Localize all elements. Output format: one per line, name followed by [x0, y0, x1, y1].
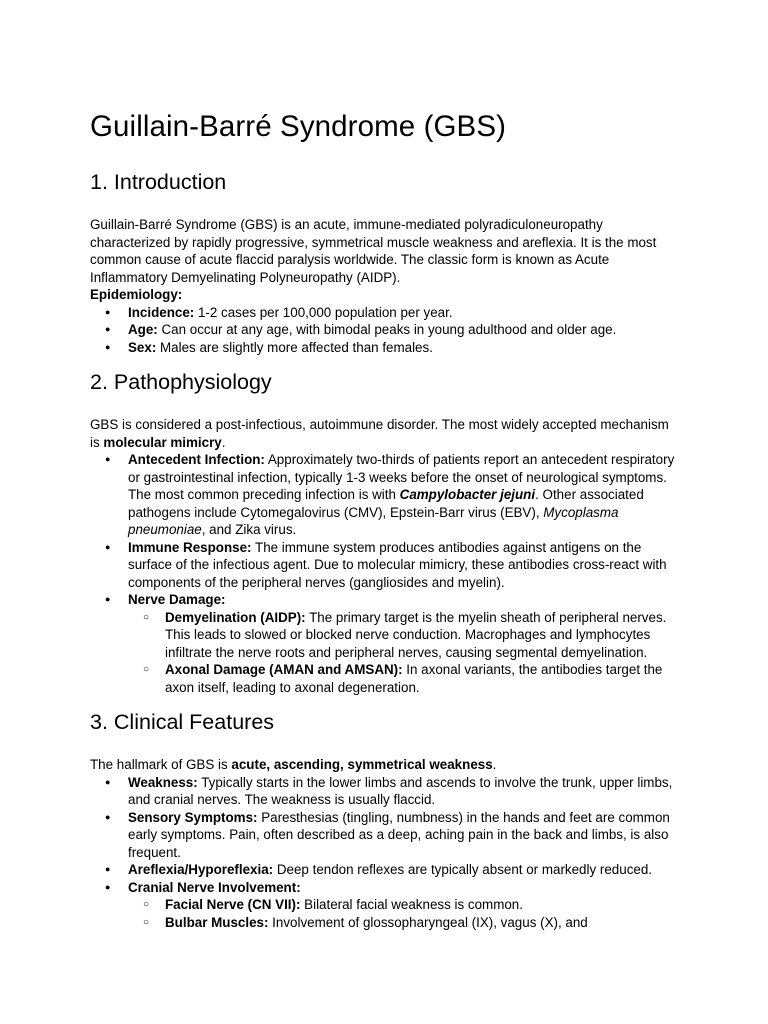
list-item: ● Cranial Nerve Involvement: [90, 879, 678, 897]
list-item: ● Nerve Damage: [90, 591, 678, 609]
section-heading-introduction: 1. Introduction [90, 170, 227, 194]
intro-paragraph: Guillain-Barré Syndrome (GBS) is an acute, immune-mediated polyradiculoneuropathy characterized by rapidly progressive, symmetrical muscle weakness and areflexia. It is the most common cause of acute flaccid paralysis worldwide. The classic form is known as Acute Inflammatory Demyelinating Polyneuropathy (AIDP). [90, 217, 657, 285]
sublist-item: ○ Axonal Damage (AMAN and AMSAN): In axonal variants, the antibodies target the axon itself, leading to axonal degeneration. [90, 661, 678, 696]
section-heading-pathophysiology: 2. Pathophysiology [90, 370, 272, 394]
document-title: Guillain-Barré Syndrome (GBS) [90, 110, 507, 143]
list-item: ● Sex: Males are slightly more affected than females. [90, 339, 678, 357]
clinical-features-list [90, 774, 678, 897]
cranial-nerve-sublist [90, 896, 678, 931]
list-item: ● Antecedent Infection: Approximately two-thirds of patients report an antecedent respiratory or gastrointestinal infection, typically 1-3 weeks before the onset of neurological symptoms. The most common preceding infection is with Campylobacter jejuni. Other associated pathogens include Cytomegalovirus (CMV), Epstein-Barr virus (EBV), Mycoplasma pneumoniae, and Zika virus. [90, 451, 678, 539]
list-item: ● Immune Response: The immune system produces antibodies against antigens on the surface of the infectious agent. Due to molecular mimicry, these antibodies cross-react with components of the peripheral nerves (gangliosides and myelin). [90, 539, 678, 592]
sublist-item: ○ Bulbar Muscles: Involvement of glossopharyngeal (IX), vagus (X), and [90, 914, 678, 932]
pathophysiology-paragraph: GBS is considered a post-infectious, autoimmune disorder. The most widely accepted mechanism is molecular mimicry. [90, 417, 669, 450]
list-item: ● Sensory Symptoms: Paresthesias (tingling, numbness) in the hands and feet are common early symptoms. Pain, often described as a deep, aching pain in the back and limbs, is also frequent. [90, 809, 678, 862]
nerve-damage-sublist [90, 609, 678, 697]
list-item: ● Areflexia/Hyporeflexia: Deep tendon reflexes are typically absent or markedly reduced. [90, 861, 678, 879]
list-item: ● Weakness: Typically starts in the lower limbs and ascends to involve the trunk, upper limbs, and cranial nerves. The weakness is usually flaccid. [90, 774, 678, 809]
section-heading-clinical-features: 3. Clinical Features [90, 710, 275, 734]
sublist-item: ○ Facial Nerve (CN VII): Bilateral facial weakness is common. [90, 896, 678, 914]
list-item: ● Age: Can occur at any age, with bimodal peaks in young adulthood and older age. [90, 321, 678, 339]
clinical-features-paragraph: The hallmark of GBS is acute, ascending, symmetrical weakness. [90, 757, 497, 772]
sublist-item: ○ Demyelination (AIDP): The primary target is the myelin sheath of peripheral nerves. This leads to slowed or blocked nerve conduction. Macrophages and lymphocytes infiltrate the nerve roots and peripheral nerves, causing segmental demyelination. [90, 609, 678, 662]
pathophysiology-list [90, 451, 678, 609]
list-item: ● Incidence: 1-2 cases per 100,000 population per year. [90, 304, 678, 322]
epidemiology-label: Epidemiology: [90, 287, 183, 302]
epidemiology-list [90, 304, 678, 357]
